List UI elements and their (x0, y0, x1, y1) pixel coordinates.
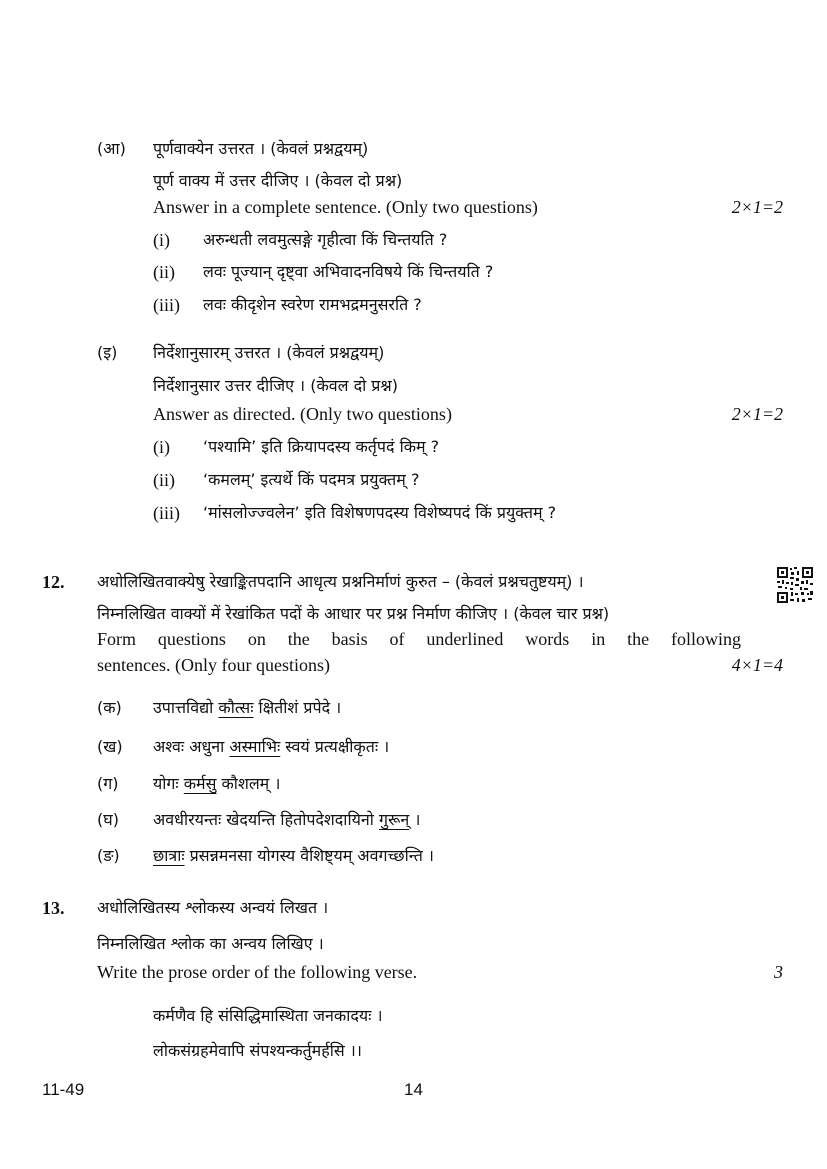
question-instruction-sanskrit: अधोलिखितस्य श्लोकस्य अन्वयं लिखत । (97, 898, 329, 917)
item-number: (ii) (153, 262, 175, 282)
item-label: (घ) (97, 810, 119, 829)
underlined-word: अस्माभिः (229, 737, 281, 756)
page-number: 14 (404, 1080, 423, 1099)
question-instruction-hindi: निम्नलिखित श्लोक का अन्वय लिखिए । (97, 934, 324, 953)
section-label-aa: (आ) (97, 139, 126, 158)
paper-code: 11-49 (42, 1080, 85, 1099)
question-number: 12. (42, 572, 65, 592)
question-item: अरुन्धती लवमुत्सङ्गे गृहीत्वा किं चिन्तयति ? (203, 230, 448, 249)
item-number: (ii) (153, 470, 175, 490)
question-instruction-sanskrit: अधोलिखितवाक्येषु रेखाङ्कितपदानि आधृत्य प्रश्ननिर्माणं कुरुत – (केवलं प्रश्नचतुष्टयम्) । (97, 572, 584, 591)
question-item: लवः पूज्यान् दृष्ट्वा अभिवादनविषये किं चिन्तयति ? (203, 262, 494, 281)
section-title-sanskrit: पूर्णवाक्येन उत्तरत । (केवलं प्रश्नद्वयम्) (153, 139, 369, 158)
underlined-word: कौत्सः (218, 698, 254, 717)
item-label: (क) (97, 698, 122, 717)
sentence-item: योगः कर्मसु कौशलम् । (153, 774, 281, 793)
section-title-english: Answer as directed. (Only two questions) (153, 404, 452, 424)
underlined-word: गुरून् (378, 810, 410, 829)
item-label: (ग) (97, 774, 119, 793)
underlined-word: कर्मसु (183, 774, 217, 793)
item-number: (iii) (153, 295, 180, 315)
sentence-item: अवधीरयन्तः खेदयन्ति हितोपदेशदायिनो गुरून् । (153, 810, 421, 829)
section-title-english: Answer in a complete sentence. (Only two questions) (153, 197, 538, 217)
marks: 4×1=4 (731, 655, 783, 675)
item-label: (ख) (97, 737, 123, 756)
sentence-item: अश्वः अधुना अस्माभिः स्वयं प्रत्यक्षीकृतः । (153, 737, 390, 756)
question-instruction-english: Write the prose order of the following verse. (97, 962, 418, 982)
sentence-item: छात्राः प्रसन्नमनसा योगस्य वैशिष्ट्यम् अवगच्छन्ति । (153, 846, 434, 865)
marks: 3 (774, 962, 783, 982)
sentence-item: उपात्तविद्यो कौत्सः क्षितीशं प्रपेदे । (153, 698, 342, 717)
question-instruction-hindi: निम्नलिखित वाक्यों में रेखांकित पदों के आधार पर प्रश्न निर्माण कीजिए । (केवल चार प्रश्न) (97, 604, 610, 623)
qr-code (776, 566, 814, 604)
question-instruction-english: Form questions on the basis of underlined words in the following (97, 629, 741, 649)
verse-line: लोकसंग्रहमेवापि संपश्यन्कर्तुमर्हसि ।। (153, 1041, 362, 1060)
item-number: (iii) (153, 503, 180, 523)
section-label-i: (इ) (97, 343, 118, 362)
question-item: ‘पश्यामि’ इति क्रियापदस्य कर्तृपदं किम् ? (203, 437, 440, 456)
question-item: ‘कमलम्’ इत्यर्थे किं पदमत्र प्रयुक्तम् ? (203, 470, 420, 489)
question-item: ‘मांसलोज्ज्वलेन’ इति विशेषणपदस्य विशेष्यपदं किं प्रयुक्तम् ? (203, 503, 557, 522)
item-label: (ङ) (97, 846, 120, 865)
question-item: लवः कीदृशेन स्वरेण रामभद्रमनुसरति ? (203, 295, 422, 314)
section-title-sanskrit: निर्देशानुसारम् उत्तरत । (केवलं प्रश्नद्वयम्) (153, 343, 385, 362)
item-number: (i) (153, 437, 170, 457)
underlined-word: छात्राः (153, 846, 185, 865)
verse-line: कर्मणैव हि संसिद्धिमास्थिता जनकादयः । (153, 1006, 383, 1025)
item-number: (i) (153, 230, 170, 250)
section-title-hindi: पूर्ण वाक्य में उत्तर दीजिए । (केवल दो प्रश्न) (153, 171, 403, 190)
marks: 2×1=2 (731, 197, 783, 217)
question-instruction-english-cont: sentences. (Only four questions) (97, 655, 330, 675)
section-title-hindi: निर्देशानुसार उत्तर दीजिए । (केवल दो प्रश्न) (153, 376, 398, 395)
question-number: 13. (42, 898, 65, 918)
marks: 2×1=2 (731, 404, 783, 424)
